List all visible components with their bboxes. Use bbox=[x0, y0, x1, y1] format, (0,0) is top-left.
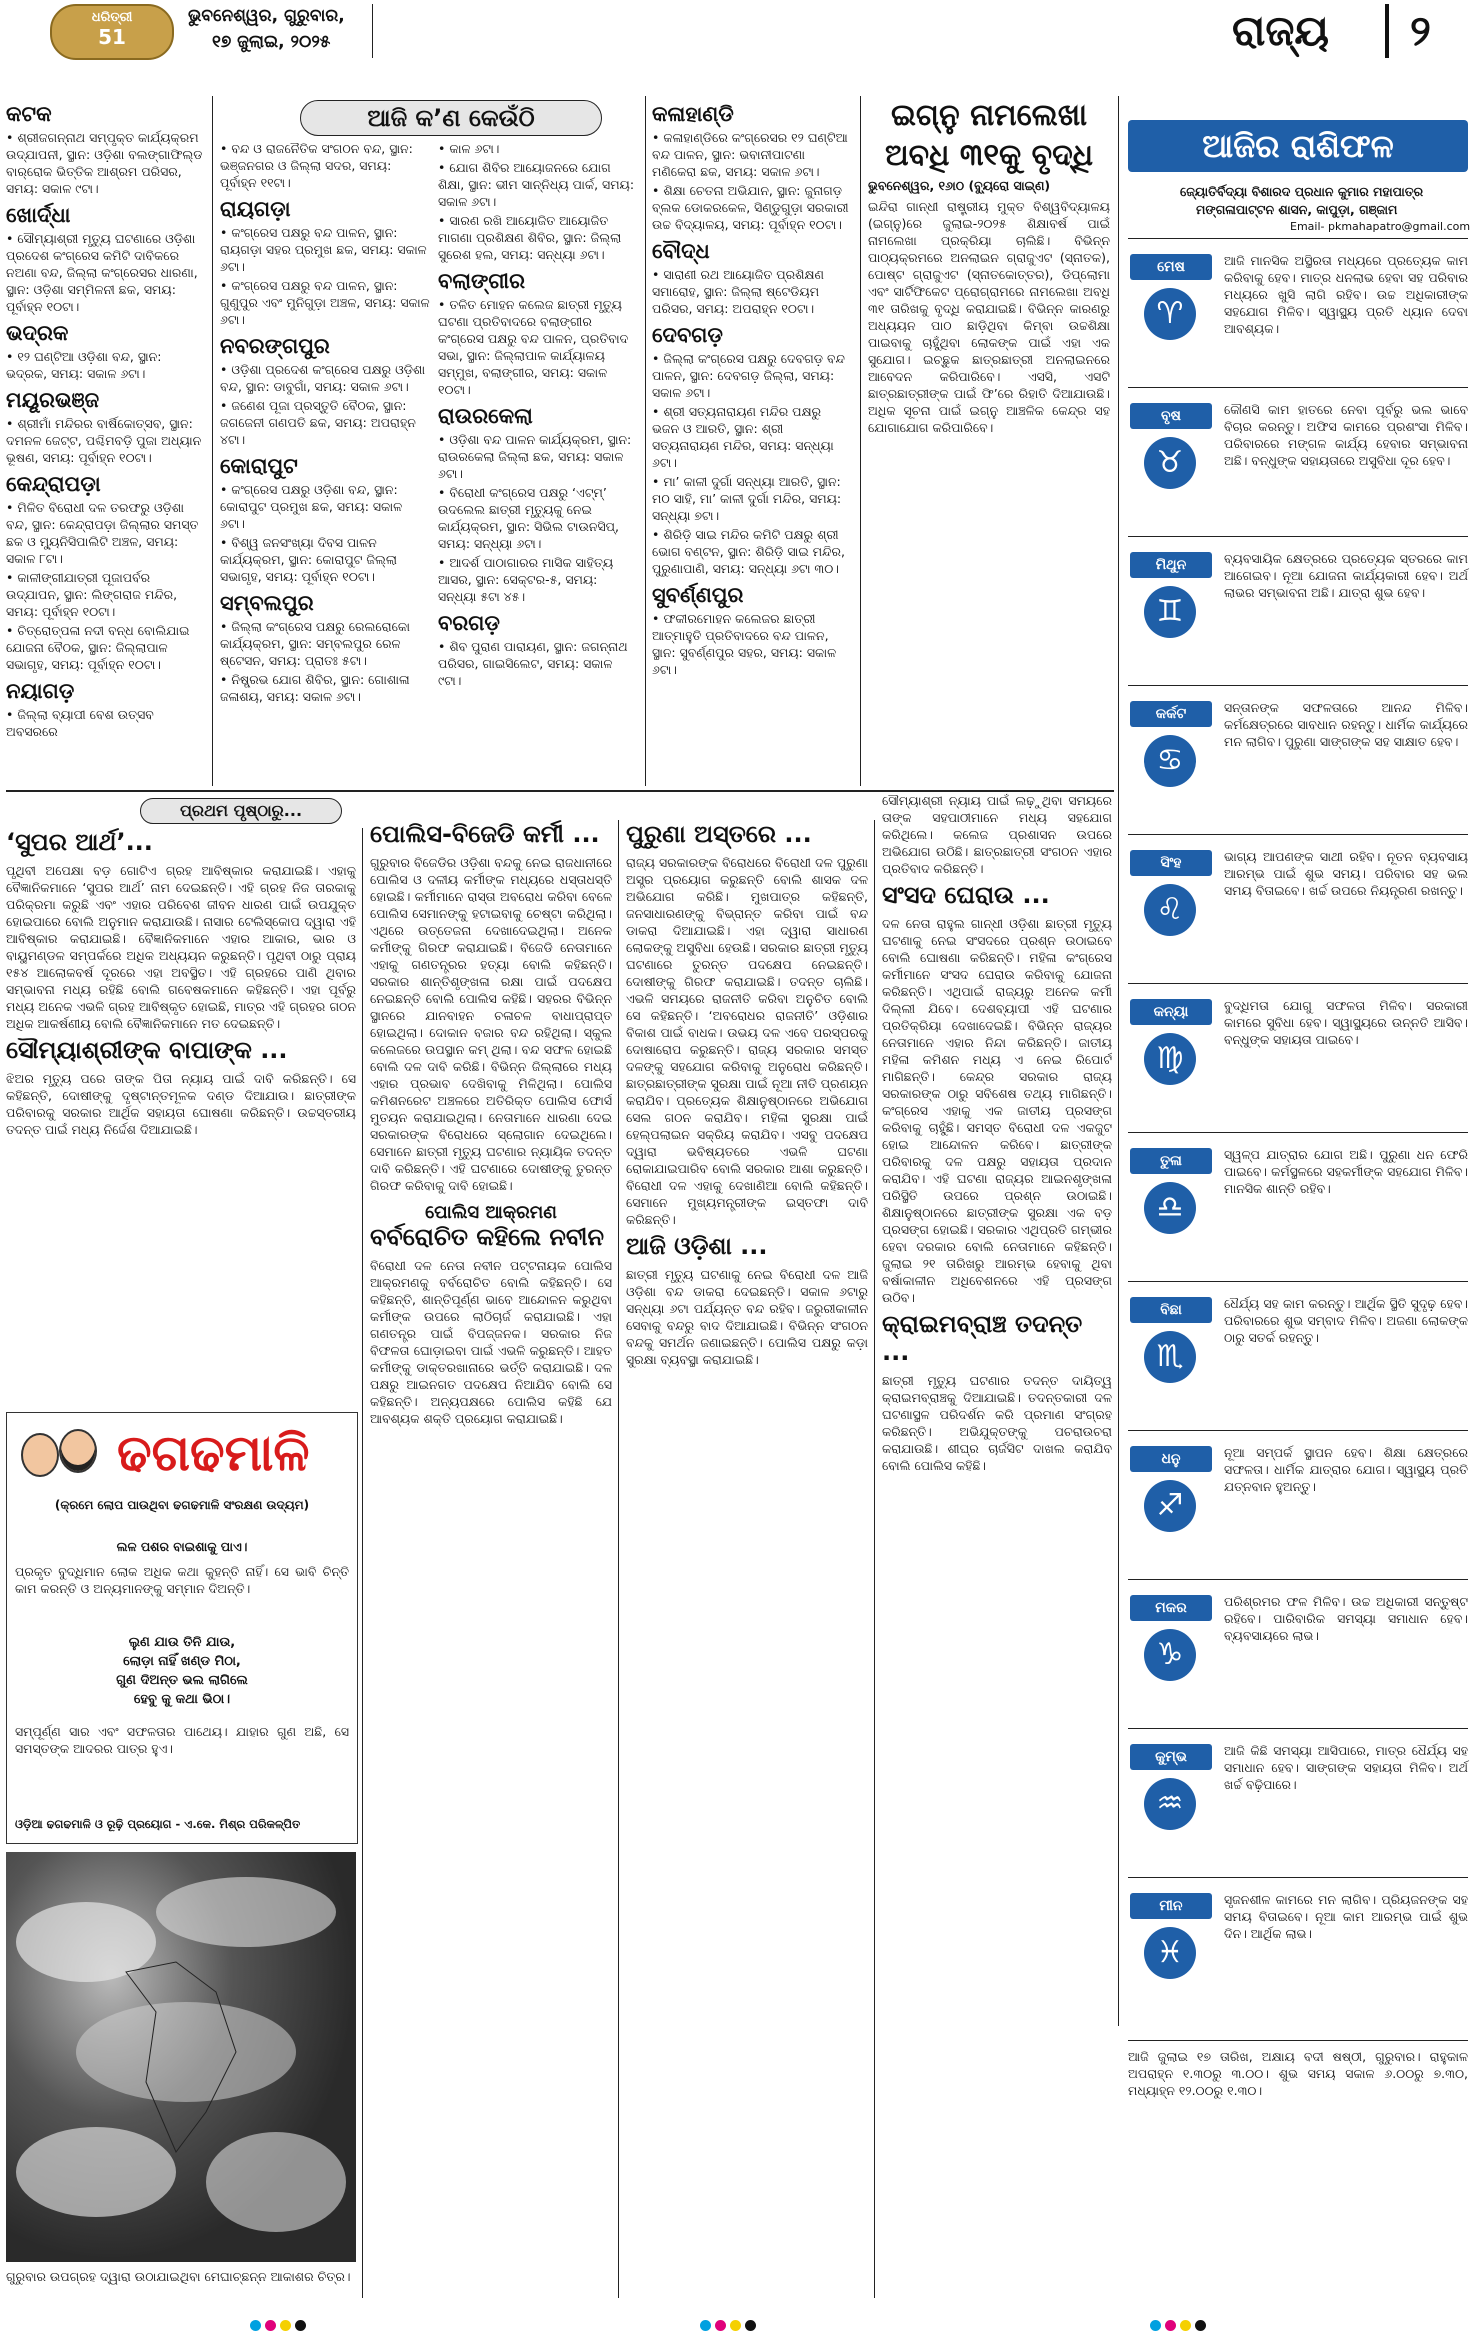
cartoon-subtitle: (କ୍ରମେ ଲୋପ ପାଉଥିବା ଢଗଢମାଳି ସଂରକ୍ଷଣ ଉଦ୍ୟମ) bbox=[54, 1498, 310, 1512]
event-item: • ଶ୍ରୀମାଁ ମନ୍ଦିରର ବାର୍ଷିକୋତ୍ସବ, ସ୍ଥାନ: ଦମନଳ ଜେଟ୍ଟ, ପଶ୍ଚିମବଡ଼ି ପୁଜା ଅଧ୍ୟାନ ଭୂଷଣ, ସମୟ: ପୂର୍ବାହ୍ନ ୧୦ଟା। bbox=[6, 415, 206, 466]
zodiac-4-icon: ♋ bbox=[1144, 735, 1196, 787]
rashi-divider bbox=[1128, 1728, 1468, 1729]
event-city-heading: ବୌଦ୍ଧ bbox=[652, 239, 710, 263]
rashi-text-8: ଧୈର୍ଯ୍ୟ ସହ କାମ କରନ୍ତୁ। ଆର୍ଥିକ ସ୍ଥିତି ସୁଦୃଢ଼ ହେବ। ପରିବାରରେ ଶୁଭ ସମ୍ବାଦ ମିଳିବ। ଅଜଣା ଲୋକଙ୍କ ଠାରୁ ସତର୍କ ରହନ୍ତୁ। bbox=[1224, 1296, 1468, 1345]
event-item: • ଫକୀରମୋହନ କଲେଜର ଛାତ୍ରୀ ଆତ୍ମାହୁତି ପ୍ରତିବାଦରେ ବନ୍ଦ ପାଳନ, ସ୍ଥାନ: ସୁବର୍ଣ୍ଣପୁର ସହର, ସମୟ: ସକାଳ ୬ଟା। bbox=[652, 610, 852, 678]
rashi-name-11: କୁମ୍ଭ bbox=[1130, 1744, 1212, 1770]
page-number: ୨ bbox=[1410, 6, 1431, 55]
article-body: ଦଳ ନେତା ରାହୁଲ ଗାନ୍ଧୀ ଓଡ଼ିଶା ଛାତ୍ରୀ ମୃତ୍ୟୁ ଘଟଣାକୁ ନେଇ ସଂସଦରେ ପ୍ରଶ୍ନ ଉଠାଇବେ ବୋଲି ଘୋଷଣା କରିଛନ୍ତି। ମହିଳା କଂଗ୍ରେସ କର୍ମୀମାନେ ସଂସଦ ଘେରାଉ କରିବାକୁ ଯୋଜନା କରିଛନ୍ତି। ଏଥିପାଇଁ ରାଜ୍ୟରୁ ଅନେକ କର୍ମୀ ଦିଲ୍ଲୀ ଯିବେ। ଦେଶବ୍ୟାପୀ ଏହି ଘଟଣାର ପ୍ରତିକ୍ରିୟା ଦେଖାଦେଇଛି। ବିଭିନ୍ନ ରାଜ୍ୟର ନେତାମାନେ ଏହାର ନିନ୍ଦା କରିଛନ୍ତି। ଜାତୀୟ ମହିଳା କମିଶନ ମଧ୍ୟ ଏ ନେଇ ରିପୋର୍ଟ ମାଗିଛନ୍ତି। କେନ୍ଦ୍ର ସରକାର ରାଜ୍ୟ ସରକାରଙ୍କ ଠାରୁ ସବିଶେଷ ତଥ୍ୟ ମାଗିଛନ୍ତି। କଂଗ୍ରେସ ଏହାକୁ ଏକ ଜାତୀୟ ପ୍ରସଙ୍ଗ କରିବାକୁ ଚାହୁଁଛି। ସମସ୍ତ ବିରୋଧୀ ଦଳ ଏକଜୁଟ ହୋଇ ଆନ୍ଦୋଳନ କରିବେ। ଛାତ୍ରୀଙ୍କ ପରିବାରକୁ ଦଳ ପକ୍ଷରୁ ସହାୟତା ପ୍ରଦାନ କରାଯିବ। ଏହି ଘଟଣା ରାଜ୍ୟର ଆଇନଶୃଙ୍ଖଳା ପରିସ୍ଥିତି ଉପରେ ପ୍ରଶ୍ନ ଉଠାଇଛି। ଶିକ୍ଷାନୁଷ୍ଠାନରେ ଛାତ୍ରୀଙ୍କ ସୁରକ୍ଷା ଏକ ବଡ଼ ପ୍ରସଙ୍ଗ ହୋଇଛି। ସରକାର ଏଥିପ୍ରତି ଗମ୍ଭୀର ହେବା ଦରକାର ବୋଲି ନେତାମାନେ କହିଛନ୍ତି। ଜୁଲାଇ ୨୧ ତାରିଖରୁ ଆରମ୍ଭ ହେବାକୁ ଥିବା ବର୍ଷାକାଳୀନ ଅଧିବେଶନରେ ଏହି ପ୍ରସଙ୍ଗ ଉଠିବ। bbox=[882, 916, 1112, 1305]
cartoon-figures bbox=[21, 1427, 101, 1489]
rashi-text-1: ଆଜି ମାନସିକ ଅସ୍ଥିରତା ମଧ୍ୟରେ ପ୍ରତ୍ୟେକ କାମ କରିବାକୁ ହେବ। ମାତ୍ର ଧନଲାଭ ହେବା ସହ ପରିବାର ମଧ୍ୟରେ ଖୁସି ଲାଗି ରହିବ। ଉଚ୍ଚ ଅଧିକାରୀଙ୍କ ସହଯୋଗ ମିଳିବ। ସ୍ୱାସ୍ଥ୍ୟ ପ୍ରତି ଧ୍ୟାନ ଦେବା ଆବଶ୍ୟକ। bbox=[1224, 253, 1468, 336]
cartoon-verse-4: ହେବୁ କୁ କଥା ଭିଠା। bbox=[133, 1692, 231, 1707]
rashi-divider bbox=[1128, 1877, 1468, 1878]
events-banner: ଆଜି କ’ଣ କେଉଁଠି bbox=[300, 100, 602, 136]
cartoon-title: ଢଗଢମାଳି bbox=[117, 1424, 310, 1482]
event-city-heading: ସମ୍ବଲପୁର bbox=[220, 591, 314, 615]
print-registration-dots-2 bbox=[700, 2316, 760, 2335]
rashi-divider bbox=[1128, 834, 1468, 835]
article-title: ସଂସଦ ଘେରାଉ ... bbox=[882, 881, 1050, 909]
article-body: ବିରୋଧୀ ଦଳ ନେତା ନବୀନ ପଟ୍ଟନାୟକ ପୋଲିସ ଆକ୍ରମଣକୁ ବର୍ବରୋଚିତ ବୋଲି କହିଛନ୍ତି। ସେ କହିଛନ୍ତି, ଶାନ୍ତିପୂର୍ଣ୍ଣ ଭାବେ ଆନ୍ଦୋଳନ କରୁଥିବା କର୍ମୀଙ୍କ ଉପରେ ଲାଠିଚାର୍ଜ କରାଯାଇଛି। ଏହା ଗଣତନ୍ତ୍ର ପାଇଁ ବିପଜ୍ଜନକ। ସରକାର ନିଜ ବିଫଳତା ଘୋଡ଼ାଇବା ପାଇଁ ଏଭଳି କରୁଛନ୍ତି। ଆହତ କର୍ମୀଙ୍କୁ ଡାକ୍ତରଖାନାରେ ଭର୍ତ୍ତି କରାଯାଇଛି। ଦଳ ପକ୍ଷରୁ ଆଇନଗତ ପଦକ୍ଷେପ ନିଆଯିବ ବୋଲି ସେ କହିଛନ୍ତି। ଅନ୍ୟପକ୍ଷରେ ପୋଲିସ କହିଛି ଯେ ଆବଶ୍ୟକ ଶକ୍ତି ପ୍ରୟୋଗ କରାଯାଇଛି। bbox=[370, 1258, 612, 1426]
rashi-name-10: ମକର bbox=[1130, 1595, 1212, 1621]
event-item: • ନିଷ୍ପ୍ରଭ ଯୋଗ ଶିବିର, ସ୍ଥାନ: ଗୋଶାଳା ଜଳାଶୟ, ସମୟ: ସକାଳ ୬ଟା। bbox=[220, 671, 430, 705]
rashi-text-12: ସୃଜନଶୀଳ କାମରେ ମନ ଲାଗିବ। ପ୍ରିୟଜନଙ୍କ ସହ ସମୟ ବିତାଇବେ। ନୂଆ କାମ ଆରମ୍ଭ ପାଇଁ ଶୁଭ ଦିନ। ଆର୍ଥିକ ଲାଭ। bbox=[1224, 1892, 1468, 1941]
event-item: • କଂଗ୍ରେସ ପକ୍ଷରୁ ଓଡ଼ିଶା ବନ୍ଦ, ସ୍ଥାନ: କୋରାପୁଟ ପ୍ରମୁଖ ଛକ, ସମୟ: ସକାଳ ୬ଟା। bbox=[220, 481, 430, 532]
rashi-divider bbox=[1128, 685, 1468, 686]
man-face-icon bbox=[21, 1433, 59, 1477]
rashi-name-1: ମେଷ bbox=[1130, 254, 1212, 280]
event-item: • ଜଣେଶ ପୂଜା ପ୍ରସ୍ତୁତି ବୈଠକ, ସ୍ଥାନ: ଜଗଜେନୀ ଗଣପତି ଛକ, ସମୟ: ଅପରାହ୍ନ ୪ଟା। bbox=[220, 397, 430, 448]
events-col-4 bbox=[652, 96, 852, 786]
satellite-clouds bbox=[6, 1852, 356, 2262]
cartoon-verse-1: ଲୁଣ ଯାଉ ତିନି ଯାଉ, bbox=[128, 1635, 236, 1650]
event-item: • ବିରୋଧୀ କଂଗ୍ରେସ ପକ୍ଷରୁ ‘ଏଟ୍‌ମ୍’ ଉଦଲେଲ ଛାତ୍ରୀ ମୃତ୍ୟୁକୁ ନେଇ କାର୍ଯ୍ୟକ୍ରମ, ସ୍ଥାନ: ସିଭିଲ ଟାଉନସିପ୍, ସମୟ: ସନ୍ଧ୍ୟା ୬ଟା। bbox=[438, 484, 638, 552]
front-page-banner: ପ୍ରଥମ ପୃଷ୍ଠାରୁ... bbox=[140, 798, 342, 824]
rashifal-byline-2: ମଙ୍ଗଳାପାଟ୍ଟନ ଶାସନ, କାପୁଡ଼ା, ଗଞ୍ଜାମ bbox=[1196, 202, 1398, 217]
place-date: ଭୁବନେଶ୍ୱର, ଗୁରୁବାର, bbox=[188, 6, 345, 26]
cartoon-verse-3: ଗୁଣ ଦିଅନ୍ତ ଭଲ ଲାଗିଲେ bbox=[116, 1673, 248, 1688]
rashi-name-4: କର୍କଟ bbox=[1130, 701, 1212, 727]
cartoon-body: ପ୍ରକୃତ ବୁଦ୍ଧିମାନ ଲୋକ ଅଧିକ କଥା କୁହନ୍ତି ନାହିଁ। ସେ ଭାବି ଚିନ୍ତି କାମ କରନ୍ତି ଓ ଅନ୍ୟମାନଙ୍କୁ ସମ୍ମାନ ଦିଅନ୍ତି। bbox=[15, 1564, 349, 1596]
article-body: ଛାତ୍ରୀ ମୃତ୍ୟୁ ଘଟଣାକୁ ନେଇ ବିରୋଧୀ ଦଳ ଆଜି ଓଡ଼ିଶା ବନ୍ଦ ଡାକରା ଦେଇଛନ୍ତି। ସକାଳ ୬ଟାରୁ ସନ୍ଧ୍ୟା ୬ଟା ପର୍ଯ୍ୟନ୍ତ ବନ୍ଦ ରହିବ। ଜରୁରୀକାଳୀନ ସେବାକୁ ବନ୍ଦରୁ ବାଦ ଦିଆଯାଇଛି। ବିଭିନ୍ନ ସଂଗଠନ ବନ୍ଦକୁ ସମର୍ଥନ ଜଣାଇଛନ୍ତି। ପୋଲିସ ପକ୍ଷରୁ କଡ଼ା ସୁରକ୍ଷା ବ୍ୟବସ୍ଥା କରାଯାଇଛି। bbox=[626, 1267, 868, 1367]
event-item: • କଳାହାଣ୍ଡିରେ କଂଗ୍ରେସର ୧୨ ଘଣ୍ଟିଆ ବନ୍ଦ ପାଳନ, ସ୍ଥାନ: ଭବାନୀପାଟଣା ମଣିକେରା ଛକ, ସମୟ: ସକାଳ ୬ଟା। bbox=[652, 129, 852, 180]
rashifal-footer: ଆଜି ଜୁଲାଇ ୧୭ ତାରିଖ, ଅକ୍ଷାୟ ବଦୀ ଷଷ୍ଠୀ, ଗୁରୁବାର। ରାହୁକାଳ ଅପରାହ୍ନ ୧.୩୦ରୁ ୩.୦୦। ଶୁଭ ସମୟ ସକାଳ ୬.୦୦ରୁ ୭.୩୦, ମଧ୍ୟାହ୍ନ ୧୨.୦୦ରୁ ୧.୩୦। bbox=[1128, 2049, 1468, 2098]
event-item: • ୧୨ ଘଣ୍ଟିଆ ଓଡ଼ିଶା ବନ୍ଦ, ସ୍ଥାନ: ଭଦ୍ରକ, ସମୟ: ସକାଳ ୬ଟା। bbox=[6, 348, 206, 382]
event-item: • ବିଶ୍ୱ ଜନସଂଖ୍ୟା ଦିବସ ପାଳନ କାର୍ଯ୍ୟକ୍ରମ, ସ୍ଥାନ: କୋରାପୁଟ ଜିଲ୍ଲା ସଭାଗୃହ, ସମୟ: ପୂର୍ବାହ୍ନ ୧୦ଟା। bbox=[220, 534, 430, 585]
ignou-article bbox=[868, 96, 1110, 786]
event-city-heading: ରାଉରକେଲା bbox=[438, 404, 533, 428]
zodiac-1-icon: ♈ bbox=[1144, 288, 1196, 340]
rashi-text-6: ବୁଦ୍ଧିମତା ଯୋଗୁ ସଫଳତା ମିଳିବ। ସରକାରୀ କାମରେ ସୁବିଧା ହେବ। ସ୍ୱାସ୍ଥ୍ୟରେ ଉନ୍ନତି ଆସିବ। ବନ୍ଧୁଙ୍କ ସହାୟତା ପାଇବେ। bbox=[1224, 998, 1468, 1047]
rashi-text-2: କୌଣସି କାମ ହାତରେ ନେବା ପୂର୍ବରୁ ଭଲ ଭାବେ ବିଚାର କରନ୍ତୁ। ଅଫିସ କାମରେ ପ୍ରଶଂସା ମିଳିବ। ପରିବାରରେ ମଙ୍ଗଳ କାର୍ଯ୍ୟ ହେବାର ସମ୍ଭାବନା ଅଛି। ବନ୍ଧୁଙ୍କ ସହାୟତାରେ ଅସୁବିଧା ଦୂର ହେବ। bbox=[1224, 402, 1468, 468]
zodiac-10-icon: ♑ bbox=[1144, 1629, 1196, 1681]
event-city-heading: ଭଦ୍ରକ bbox=[6, 321, 69, 345]
event-item: • କାଳ ୬ଟା। bbox=[438, 140, 638, 157]
event-city-heading: ବଲାଙ୍ଗୀର bbox=[438, 269, 525, 293]
event-item: • ମିଳିତ ବିରୋଧୀ ଦଳ ତରଫରୁ ଓଡ଼ିଶା ବନ୍ଦ, ସ୍ଥାନ: କେନ୍ଦ୍ରାପଡ଼ା ଜିଲ୍ଲାର ସମସ୍ତ ଛକ ଓ ମ୍ୟୁନିସିପାଲିଟି ଅଞ୍ଚଳ, ସମୟ: ସକାଳ ୮ଟା। bbox=[6, 499, 206, 567]
article-kicker: ପୋଲିସ ଆକ୍ରମଣ bbox=[425, 1202, 557, 1223]
article-body: ଛାତ୍ରୀ ମୃତ୍ୟୁ ଘଟଣାର ତଦନ୍ତ ଦାୟିତ୍ୱ କ୍ରାଇମବ୍ରାଞ୍ଚକୁ ଦିଆଯାଇଛି। ତଦନ୍ତକାରୀ ଦଳ ଘଟଣାସ୍ଥଳ ପରିଦର୍ଶନ କରି ପ୍ରମାଣ ସଂଗ୍ରହ କରିଛନ୍ତି। ଅଭିଯୁକ୍ତଙ୍କୁ ପଚରାଉଚରା କରାଯାଉଛି। ଶୀଘ୍ର ଚାର୍ଜସିଟ ଦାଖଲ କରାଯିବ ବୋଲି ପୋଲିସ କହିଛି। bbox=[882, 1373, 1112, 1473]
event-item: • ବନ୍ଦ ଓ ରାଜନୈତିକ ସଂଗଠନ ବନ୍ଦ, ସ୍ଥାନ: ଭଞ୍ଜନଗର ଓ ଜିଲ୍ଲା ସଦର, ସମୟ: ପୂର୍ବାହ୍ନ ୧୧ଟା। bbox=[220, 140, 430, 191]
event-city-heading: ମୟୂରଭଞ୍ଜ bbox=[6, 388, 100, 412]
events-col-3 bbox=[438, 140, 638, 786]
rashi-text-11: ଆଜି କିଛି ସମସ୍ୟା ଆସିପାରେ, ମାତ୍ର ଧୈର୍ଯ୍ୟ ସହ ସମାଧାନ ହେବ। ସାଙ୍ଗଙ୍କ ସହାୟତା ମିଳିବ। ଅର୍ଥ ଖର୍ଚ୍ଚ ବଢ଼ିପାରେ। bbox=[1224, 1743, 1468, 1792]
column-a bbox=[6, 828, 356, 1408]
event-city-heading: ସୁବର୍ଣ୍ଣପୁର bbox=[652, 583, 744, 607]
zodiac-9-icon: ♐ bbox=[1144, 1480, 1196, 1532]
rashi-divider bbox=[1128, 1281, 1468, 1282]
article-title: ପୁରୁଣା ଅସ୍ତରେ ... bbox=[626, 820, 812, 848]
rashi-divider bbox=[1128, 983, 1468, 984]
satellite-image bbox=[6, 1852, 356, 2262]
rashi-text-5: ଭାଗ୍ୟ ଆପଣଙ୍କ ସାଥୀ ରହିବ। ନୂତନ ବ୍ୟବସାୟ ଆରମ୍ଭ ପାଇଁ ଶୁଭ ସମୟ। ପରିବାର ସହ ଭଲ ସମୟ ବିତାଇବେ। ଖର୍ଚ୍ଚ ଉପରେ ନିୟନ୍ତ୍ରଣ ରଖନ୍ତୁ। bbox=[1224, 849, 1468, 898]
event-item: • ତଳିତ ମୋହନ କଲେଜ ଛାତ୍ରୀ ମୃତ୍ୟୁ ଘଟଣା ପ୍ରତିବାଦରେ ବଲାଙ୍ଗୀର କଂଗ୍ରେସ ପକ୍ଷରୁ ବନ୍ଦ ପାଳନ, ପ୍ରତିବାଦ ସଭା, ସ୍ଥାନ: ଜିଲ୍ଲାପାଳ କାର୍ଯ୍ୟାଳୟ ସମ୍ମୁଖ, ବଲାଙ୍ଗୀର, ସମୟ: ସକାଳ ୧୦ଟା। bbox=[438, 296, 638, 398]
logo-years: 51 bbox=[98, 25, 126, 49]
rashi-text-10: ପରିଶ୍ରମର ଫଳ ମିଳିବ। ଉଚ୍ଚ ଅଧିକାରୀ ସନ୍ତୁଷ୍ଟ ରହିବେ। ପାରିବାରିକ ସମସ୍ୟା ସମାଧାନ ହେବ। ବ୍ୟବସାୟରେ ଲାଭ। bbox=[1224, 1594, 1468, 1643]
event-item: • ସାରଣ ରଖି ଆୟୋଜିତ ଆୟୋଜିତ ମାଗଣା ପ୍ରଶିକ୍ଷଣ ଶିବିର, ସ୍ଥାନ: ଜିଲ୍ଲା ସୁରେଶ ହଲ, ସମୟ: ସନ୍ଧ୍ୟା ୬ଟା। bbox=[438, 212, 638, 263]
event-item: • ଆଦର୍ଶ ପାଠାଗାରର ମାସିକ ସାହିତ୍ୟ ଆସର, ସ୍ଥାନ: ସେକ୍ଟର-୫, ସମୟ: ସନ୍ଧ୍ୟା ୫ଟା ୪୫। bbox=[438, 554, 638, 605]
logo-text: ଧରିତ୍ରୀ bbox=[91, 10, 133, 25]
cartoon-verse-2: ଲୋଡ଼ା ନାହିଁ ଖଣ୍ଡ ମିଠା, bbox=[123, 1654, 241, 1669]
rashi-name-5: ସିଂହ bbox=[1130, 850, 1212, 876]
article-body: ରାଜ୍ୟ ସରକାରଙ୍କ ବିରୋଧରେ ବିରୋଧୀ ଦଳ ପୁରୁଣା ଅସ୍ତ୍ର ପ୍ରୟୋଗ କରୁଛନ୍ତି ବୋଲି ଶାସକ ଦଳ ଅଭିଯୋଗ କରିଛି। ମୁଖପାତ୍ର କହିଛନ୍ତି, ଜନସାଧାରଣଙ୍କୁ ବିଭ୍ରାନ୍ତ କରିବା ପାଇଁ ବନ୍ଦ ଡାକରା ଦିଆଯାଇଛି। ଏହା ଦ୍ୱାରା ସାଧାରଣ ଲୋକଙ୍କୁ ଅସୁବିଧା ହେଉଛି। ସରକାର ଛାତ୍ରୀ ମୃତ୍ୟୁ ଘଟଣାରେ ତୁରନ୍ତ ପଦକ୍ଷେପ ନେଇଛନ୍ତି। ଦୋଷୀଙ୍କୁ ଗିରଫ କରାଯାଇଛି। ତଦନ୍ତ ଚାଲିଛି। ଏଭଳି ସମୟରେ ରାଜନୀତି କରିବା ଅନୁଚିତ ବୋଲି ସେ କହିଛନ୍ତି। ‘ଅବରୋଧର ରାଜନୀତି’ ଓଡ଼ିଶାର ବିକାଶ ପାଇଁ ବାଧକ। ଉଭୟ ଦଳ ଏବେ ପରସ୍ପରକୁ ଦୋଷାରୋପ କରୁଛନ୍ତି। ରାଜ୍ୟ ସରକାର ସମସ୍ତ ଦଳଙ୍କୁ ସହଯୋଗ କରିବାକୁ ଅନୁରୋଧ କରିଛନ୍ତି। ଛାତ୍ରଛାତ୍ରୀଙ୍କ ସୁରକ୍ଷା ପାଇଁ ନୂଆ ନୀତି ପ୍ରଣୟନ କରାଯିବ। ପ୍ରତ୍ୟେକ ଶିକ୍ଷାନୁଷ୍ଠାନରେ ଅଭିଯୋଗ ସେଲ ଗଠନ କରାଯିବ। ମହିଳା ସୁରକ୍ଷା ପାଇଁ ହେଲ୍ପଲାଇନ ସକ୍ରିୟ କରାଯିବ। ଏସବୁ ପଦକ୍ଷେପ ଦ୍ୱାରା ଭବିଷ୍ୟତରେ ଏଭଳି ଘଟଣା ରୋକାଯାଇପାରିବ ବୋଲି ସରକାର ଆଶା କରୁଛନ୍ତି। ବିରୋଧୀ ଦଳ ଏହାକୁ ଦେଖାଣିଆ ବୋଲି କହିଛନ୍ତି। ସେମାନେ ମୁଖ୍ୟମନ୍ତ୍ରୀଙ୍କ ଇସ୍ତଫା ଦାବି କରିଛନ୍ତି। bbox=[626, 855, 868, 1227]
rashi-text-4: ସନ୍ତାନଙ୍କ ସଫଳତାରେ ଆନନ୍ଦ ମିଳିବ। କର୍ମକ୍ଷେତ୍ରରେ ସାବଧାନ ରହନ୍ତୁ। ଧାର୍ମିକ କାର୍ଯ୍ୟରେ ମନ ଲାଗିବ। ପୁରୁଣା ସାଙ୍ଗଙ୍କ ସହ ସାକ୍ଷାତ ହେବ। bbox=[1224, 700, 1468, 749]
zodiac-6-icon: ♍ bbox=[1144, 1033, 1196, 1085]
event-city-heading: କେନ୍ଦ୍ରାପଡ଼ା bbox=[6, 472, 101, 496]
zodiac-2-icon: ♉ bbox=[1144, 437, 1196, 489]
rashi-name-7: ତୁଳା bbox=[1130, 1148, 1212, 1174]
events-col-2 bbox=[220, 140, 430, 786]
column-d bbox=[882, 792, 1112, 2292]
column-c bbox=[626, 820, 868, 2290]
event-city-heading: ନବରଙ୍ଗପୁର bbox=[220, 334, 330, 358]
event-city-heading: କୋରାପୁଟ bbox=[220, 454, 298, 478]
logo-badge bbox=[50, 4, 174, 60]
article-title: ବର୍ବରୋଚିତ କହିଲେ ନବୀନ bbox=[370, 1223, 605, 1251]
date: ୧୭ ଜୁଲାଇ, ୨୦୨୫ bbox=[212, 32, 331, 52]
print-registration-dots bbox=[250, 2316, 310, 2335]
event-item: • ଜିଲ୍ଲା କଂଗ୍ରେସ ପକ୍ଷରୁ ରେଲରୋକୋ କାର୍ଯ୍ୟକ୍ରମ, ସ୍ଥାନ: ସମ୍ବଲପୁର ରେଳ ଷ୍ଟେସନ, ସମୟ: ପ୍ରାତଃ ୫ଟା। bbox=[220, 618, 430, 669]
event-city-heading: ଖୋର୍ଦ୍ଧା bbox=[6, 203, 71, 227]
rashifal-email: Email- pkmahapatro@gmail.com bbox=[1290, 220, 1471, 233]
event-item: • ଶ୍ରୀଜଗନ୍ନାଥ ସମ୍ପୃକ୍ତ କାର୍ଯ୍ୟକ୍ରମ ଉଦ୍ଯାପନୀ, ସ୍ଥାନ: ଓଡ଼ିଶା ବଲଙ୍ଗାଫିଲ୍ଡ ବାର୍‌ରୋକ ଭିତ୍ତିକ ଆଶ୍ରମ ପରିସର, ସମୟ: ସକାଳ ୯ଟା। bbox=[6, 129, 206, 197]
zodiac-11-icon: ♒ bbox=[1144, 1778, 1196, 1830]
event-item: • ମା’ କାଳୀ ଦୁର୍ଗା ସନ୍ଧ୍ୟା ଆରତି, ସ୍ଥାନ: ମଠ ସାହି, ମା’ କାଳୀ ଦୁର୍ଗା ମନ୍ଦିର, ସମୟ: ସନ୍ଧ୍ୟା ୭ଟା। bbox=[652, 473, 852, 524]
ignou-body: ଇନ୍ଦିରା ଗାନ୍ଧୀ ରାଷ୍ଟ୍ରୀୟ ମୁକ୍ତ ବିଶ୍ୱବିଦ୍ୟାଳୟ (ଇଗ୍ନୁ)ରେ ଜୁଲାଇ-୨୦୨୫ ଶିକ୍ଷାବର୍ଷ ପାଇଁ ନାମଲେଖା ପ୍ରକ୍ରିୟା ଚାଲିଛି। ବିଭିନ୍ନ ପାଠ୍ୟକ୍ରମରେ ଅନଲାଇନ ଗ୍ରାଜୁଏଟ (ସ୍ନାତକ), ପୋଷ୍ଟ ଗ୍ରାଜୁଏଟ (ସ୍ନାତକୋତ୍ତର), ଡିପ୍ଲୋମା ଏବଂ ସାର୍ଟିଫିକେଟ ପ୍ରୋଗ୍ରାମରେ ନାମଲେଖା ଅବଧି ୩୧ ତାରିଖକୁ ବୃଦ୍ଧି କରାଯାଇଛି। ବିଭିନ୍ନ କାରଣରୁ ଅଧ୍ୟୟନ ପାଠ ଛାଡ଼ିଥିବା କିମ୍ବା ଉଚ୍ଚଶିକ୍ଷା ପାଇବାକୁ ଚାହୁଁଥିବା ଲୋକଙ୍କ ପାଇଁ ଏହା ଏକ ସୁଯୋଗ। ଇଚ୍ଛୁକ ଛାତ୍ରଛାତ୍ରୀ ଅନଲାଇନରେ ଆବେଦନ କରିପାରିବେ। ଏସସି, ଏସଟି ଛାତ୍ରଛାତ୍ରୀଙ୍କ ପାଇଁ ଫି’ରେ ରିହାତି ଦିଆଯାଉଛି। ଅଧିକ ସୂଚନା ପାଇଁ ଇଗ୍ନୁ ଆଞ୍ଚଳିକ କେନ୍ଦ୍ର ସହ ଯୋଗାଯୋଗ କରିପାରିବେ। bbox=[868, 199, 1110, 435]
event-item: • ଯୋଗ ଶିବିର ଆୟୋଜନରେ ଯୋଗ ଶିକ୍ଷା, ସ୍ଥାନ: ଭୀମ ସାନ୍ନିଧ୍ୟ ପାର୍କ, ସମୟ: ସକାଳ ୬ଟା। bbox=[438, 159, 638, 210]
event-city-heading: ବରଗଡ଼ bbox=[438, 611, 500, 635]
event-city-heading: ଦେବଗଡ଼ bbox=[652, 323, 723, 347]
rashi-name-2: ବୃଷ bbox=[1130, 403, 1212, 429]
rashi-divider bbox=[1128, 536, 1468, 537]
event-item: • ଜିଲ୍ଲା ବ୍ୟାପୀ ବେଶ ଉତ୍ସବ ଅବସରରେ bbox=[6, 706, 206, 740]
rashifal-list bbox=[1128, 244, 1473, 2044]
event-item: • ଶିରିଡ଼ି ସାଇ ମନ୍ଦିର କମିଟି ପକ୍ଷରୁ ଶ୍ରୀ ଭୋଗ ବଣ୍ଟନ, ସ୍ଥାନ: ଶିରିଡ଼ି ସାଇ ମନ୍ଦିର, ପୁରୁଣାପାଣି, ସମୟ: ସନ୍ଧ୍ୟା ୬ଟା ୩୦। bbox=[652, 526, 852, 577]
cartoon-line-1: ଲଳ ପଶର ବାଇଶାକୁ ପାଏ। bbox=[116, 1539, 248, 1554]
zodiac-7-icon: ♎ bbox=[1144, 1182, 1196, 1234]
article-title: ‘ସୁପର ଆର୍ଥ’... bbox=[6, 828, 153, 856]
woman-face-icon bbox=[59, 1429, 97, 1473]
column-b bbox=[370, 820, 612, 2290]
event-item: • ସୌମ୍ୟାଶ୍ରୀ ମୃତ୍ୟୁ ଘଟଣାରେ ଓଡ଼ିଶା ପ୍ରଦେଶ କଂଗ୍ରେସ କମିଟି ଦାବିକରେ ନଅଣା ବନ୍ଦ, ଜିଲ୍ଲା କଂଗ୍ରେସର ଧାରଣା, ସ୍ଥାନ: ଓଡ଼ିଶା ସମ୍ମିଳନୀ ଛକ, ସମୟ: ପୂର୍ବାହ୍ନ ୧୦ଟା। bbox=[6, 230, 206, 315]
event-item: • ଶିକ୍ଷା ଚେତନା ଅଭିଯାନ, ସ୍ଥାନ: ଜୁନାଗଡ଼ ବ୍ଲକ ଡୋକରକେଳ, ସିଣ୍ଡୁଗୁଡ଼ା ସରକାରୀ ଉଚ୍ଚ ବିଦ୍ୟାଳୟ, ସମୟ: ପୂର୍ବାହ୍ନ ୧୦ଟା। bbox=[652, 182, 852, 233]
rashi-divider bbox=[1128, 1132, 1468, 1133]
article-body: ପୃଥିବୀ ଅପେକ୍ଷା ବଡ଼ ଗୋଟିଏ ଗ୍ରହ ଆବିଷ୍କାର କରାଯାଇଛି। ଏହାକୁ ବୈଜ୍ଞାନିକମାନେ ‘ସୁପର ଆର୍ଥ’ ନାମ ଦେଇଛନ୍ତି। ଏହି ଗ୍ରହ ନିଜ ତାରକାକୁ ପରିକ୍ରମା କରୁଛି ଏବଂ ଏହାର ପରିବେଶ ଜୀବନ ଧାରଣ ପାଇଁ ଉପଯୁକ୍ତ ହୋଇପାରେ ବୋଲି ଅନୁମାନ କରାଯାଉଛି। ନାସାର ଟେଲିସ୍କୋପ ଦ୍ୱାରା ଏହି ଆବିଷ୍କାର କରାଯାଇଛି। ବୈଜ୍ଞାନିକମାନେ ଏହାର ଆକାର, ଭାର ଓ ବାୟୁମଣ୍ଡଳ ସମ୍ପର୍କରେ ଅଧିକ ଅଧ୍ୟୟନ କରୁଛନ୍ତି। ପୃଥିବୀ ଠାରୁ ପ୍ରାୟ ୧୫୪ ଆଲୋକବର୍ଷ ଦୂରରେ ଏହା ଅବସ୍ଥିତ। ଏହି ଗ୍ରହରେ ପାଣି ଥିବାର ସମ୍ଭାବନା ମଧ୍ୟ ରହିଛି ବୋଲି ଗବେଷକମାନେ କହିଛନ୍ତି। ଏହା ପୂର୍ବରୁ ମଧ୍ୟ ଅନେକ ଏଭଳି ଗ୍ରହ ଆବିଷ୍କୃତ ହୋଇଛି, ମାତ୍ର ଏହି ଗ୍ରହର ଗଠନ ଅଧିକ ଆକର୍ଷଣୀୟ ବୋଲି ବୈଜ୍ଞାନିକମାନେ ମତ ଦେଇଛନ୍ତି। bbox=[6, 863, 356, 1031]
rashi-name-12: ମୀନ bbox=[1130, 1893, 1212, 1919]
print-registration-dots-3 bbox=[1150, 2316, 1210, 2335]
ignou-dateline: ଭୁବନେଶ୍ୱର, ୧୬ାଠ (ବ୍ୟୁରୋ ସାଇ୍ଣ) bbox=[868, 178, 1051, 193]
event-item: • ଶ୍ରୀ ସତ୍ୟନାରାୟଣ ମନ୍ଦିର ପକ୍ଷରୁ ଭଜନ ଓ ଆରତି, ସ୍ଥାନ: ଶ୍ରୀ ସତ୍ୟନାରାୟଣ ମନ୍ଦିର, ସମୟ: ସନ୍ଧ୍ୟା ୬ଟା। bbox=[652, 403, 852, 471]
event-item: • ଓଡ଼ିଶା ପ୍ରଦେଶ କଂଗ୍ରେସ ପକ୍ଷରୁ ଓଡ଼ିଶା ବନ୍ଦ, ସ୍ଥାନ: ଡାବୁଗାଁ, ସମୟ: ସକାଳ ୬ଟା। bbox=[220, 361, 430, 395]
rashi-name-3: ମିଥୁନ bbox=[1130, 552, 1212, 578]
event-city-heading: ନୟାଗଡ଼ bbox=[6, 679, 75, 703]
event-item: • ଜିଲ୍ଲା କଂଗ୍ରେସ ପକ୍ଷରୁ ଦେବଗଡ଼ ବନ୍ଦ ପାଳନ, ସ୍ଥାନ: ଦେବଗଡ଼ ଜିଲ୍ଲା, ସମୟ: ସକାଳ ୬ଟା। bbox=[652, 350, 852, 401]
rashi-text-3: ବ୍ୟବସାୟିକ କ୍ଷେତ୍ରରେ ପ୍ରତ୍ୟେକ ସ୍ତରରେ କାମ ଆଗେଇବ। ନୂଆ ଯୋଜନା କାର୍ଯ୍ୟକାରୀ ହେବ। ଅର୍ଥ ଲାଭର ସମ୍ଭାବନା ଅଛି। ଯାତ୍ରା ଶୁଭ ହେବ। bbox=[1224, 551, 1468, 600]
article-title: ଆଜି ଓଡ଼ିଶା ... bbox=[626, 1232, 768, 1260]
event-item: • ଶିବ ପୁରାଣ ପାରାୟଣ, ସ୍ଥାନ: ଜଗନ୍ନାଥ ପରିସର, ଗାଇସିଲେଟ, ସମୟ: ସକାଳ ୯ଟା। bbox=[438, 638, 638, 689]
events-col-1 bbox=[6, 96, 206, 786]
rashi-name-6: କନ୍ୟା bbox=[1130, 999, 1212, 1025]
event-item: • କଂଗ୍ରେସ ପକ୍ଷରୁ ବନ୍ଦ ପାଳନ, ସ୍ଥାନ: ଗୁଣୁପୁର ଏବଂ ମୁନିଗୁଡ଼ା ଅଞ୍ଚଳ, ସମୟ: ସକାଳ ୬ଟା। bbox=[220, 277, 430, 328]
article-title: ପୋଲିସ-ବିଜେଡି କର୍ମୀ ... bbox=[370, 820, 600, 848]
rashi-text-9: ନୂଆ ସମ୍ପର୍କ ସ୍ଥାପନ ହେବ। ଶିକ୍ଷା କ୍ଷେତ୍ରରେ ସଫଳତା। ଧାର୍ମିକ ଯାତ୍ରାର ଯୋଗ। ସ୍ୱାସ୍ଥ୍ୟ ପ୍ରତି ଯତ୍ନବାନ ହୁଅନ୍ତୁ। bbox=[1224, 1445, 1468, 1494]
cartoon-credit: ଓଡ଼ିଆ ଢଗଢମାଳି ଓ ରୂଢ଼ି ପ୍ରୟୋଗ - ଏ.କେ. ମିଶ୍ର ପରିକଳ୍ପିତ bbox=[15, 1817, 301, 1831]
event-item: • କାଳୀଙ୍ଗୀଯାତ୍ରୀ ପୂଜାପର୍ବର ଉଦ୍‌ଯାପନ, ସ୍ଥାନ: ଲିଙ୍ଗରାଜ ମନ୍ଦିର, ସମୟ: ପୂର୍ବାହ୍ନ ୧୦ଟା। bbox=[6, 569, 206, 620]
satellite-caption: ଗୁରୁବାର ଉପଗ୍ରହ ଦ୍ୱାରା ଉଠାଯାଇଥିବା ମେଘାଚ୍ଛନ୍ନ ଆକାଶର ଚିତ୍ର। bbox=[6, 2269, 351, 2284]
zodiac-3-icon: ♊ bbox=[1144, 586, 1196, 638]
event-city-heading: ରାୟଗଡ଼ା bbox=[220, 197, 291, 221]
rashi-name-9: ଧନୁ bbox=[1130, 1446, 1212, 1472]
zodiac-5-icon: ♌ bbox=[1144, 884, 1196, 936]
rashi-divider bbox=[1128, 387, 1468, 388]
masthead bbox=[0, 0, 1477, 62]
cartoon-body-2: ସମ୍ପୂର୍ଣ୍ଣ ସାର ଏବଂ ସଫଳତାର ପାଥେୟ। ଯାହାର ଗୁଣ ଅଛି, ସେ ସମସ୍ତଙ୍କ ଆଦରର ପାତ୍ର ହୁଏ। bbox=[15, 1724, 349, 1756]
rashi-text-7: ସ୍ୱଳ୍ପ ଯାତ୍ରାର ଯୋଗ ଅଛି। ପୁରୁଣା ଧନ ଫେରି ପାଇବେ। କର୍ମସ୍ଥଳରେ ସହକର୍ମୀଙ୍କ ସହଯୋଗ ମିଳିବ। ମାନସିକ ଶାନ୍ତି ରହିବ। bbox=[1224, 1147, 1468, 1196]
event-item: • କଂଗ୍ରେସ ପକ୍ଷରୁ ବନ୍ଦ ପାଳନ, ସ୍ଥାନ: ରାୟଗଡ଼ା ସହର ପ୍ରମୁଖ ଛକ, ସମୟ: ସକାଳ ୬ଟା। bbox=[220, 224, 430, 275]
rashi-name-8: ବିଛା bbox=[1130, 1297, 1212, 1323]
section-name: ରାଜ୍ୟ bbox=[1232, 6, 1330, 55]
article-body: ଝିଅର ମୃତ୍ୟୁ ପରେ ତାଙ୍କ ପିତା ନ୍ୟାୟ ପାଇଁ ଦାବି କରିଛନ୍ତି। ସେ କହିଛନ୍ତି, ଦୋଷୀଙ୍କୁ ଦୃଷ୍ଟାନ୍ତମୂଳକ ଦଣ୍ଡ ଦିଆଯାଉ। ଛାତ୍ରୀଙ୍କ ପରିବାରକୁ ସରକାର ଆର୍ଥିକ ସହାୟତା ଘୋଷଣା କରିଛନ୍ତି। ଉଚ୍ଚସ୍ତରୀୟ ତଦନ୍ତ ପାଇଁ ମଧ୍ୟ ନିର୍ଦ୍ଦେଶ ଦିଆଯାଇଛି। bbox=[6, 1071, 356, 1137]
article-body: ସୌମ୍ୟାଶ୍ରୀ ନ୍ୟାୟ ପାଇଁ ଲଢ଼ୁଥିବା ସମୟରେ ତାଙ୍କ ସହପାଠୀମାନେ ମଧ୍ୟ ସହଯୋଗ କରିଥିଲେ। କଲେଜ ପ୍ରଶାସନ ଉପରେ ଅଭିଯୋଗ ଉଠିଛି। ଛାତ୍ରଛାତ୍ରୀ ସଂଗଠନ ଏହାର ପ୍ରତିବାଦ କରିଛନ୍ତି। bbox=[882, 793, 1112, 876]
rashi-divider bbox=[1128, 1430, 1468, 1431]
rashifal-title: ଆଜିର ରାଶିଫଳ bbox=[1202, 127, 1394, 165]
cartoon-box bbox=[6, 1412, 358, 1844]
article-body: ଗୁରୁବାର ବିଜେଡିର ଓଡ଼ିଶା ବନ୍ଦକୁ ନେଇ ରାଜଧାନୀରେ ପୋଲିସ ଓ ଦଳୀୟ କର୍ମୀଙ୍କ ମଧ୍ୟରେ ଧସ୍ତାଧସ୍ତି ହୋଇଛି। କର୍ମୀମାନେ ରାସ୍ତା ଅବରୋଧ କରିବା ବେଳେ ପୋଲିସ ସେମାନଙ୍କୁ ହଟାଇବାକୁ ଚେଷ୍ଟା କରିଥିଲା। ଏଥିରେ ଉତ୍ତେଜନା ଦେଖାଦେଇଥିଲା। ଅନେକ କର୍ମୀଙ୍କୁ ଗିରଫ କରାଯାଇଛି। ବିଜେଡି ନେତାମାନେ ଏହାକୁ ଗଣତନ୍ତ୍ରର ହତ୍ୟା ବୋଲି କହିଛନ୍ତି। ସରକାର ଶାନ୍ତିଶୃଙ୍ଖଳା ରକ୍ଷା ପାଇଁ ପଦକ୍ଷେପ ନେଇଛନ୍ତି ବୋଲି ପୋଲିସ କହିଛି। ସହରର ବିଭିନ୍ନ ସ୍ଥାନରେ ଯାନବାହନ ଚଳାଚଳ ବାଧାପ୍ରାପ୍ତ ହୋଇଥିଲା। ଦୋକାନ ବଜାର ବନ୍ଦ ରହିଥିଲା। ସ୍କୁଲ କଲେଜରେ ଉପସ୍ଥାନ କମ୍ ଥିଲା। ବନ୍ଦ ସଫଳ ହୋଇଛି ବୋଲି ଦଳ ଦାବି କରିଛି। ବିଭିନ୍ନ ଜିଲ୍ଲାରେ ମଧ୍ୟ ଏହାର ପ୍ରଭାବ ଦେଖିବାକୁ ମିଳିଥିଲା। ପୋଲିସ କମିଶନରେଟ ଅଞ୍ଚଳରେ ଅତିରିକ୍ତ ପୋଲିସ ଫୋର୍ସ ମୁତୟନ କରାଯାଇଥିଲା। ନେତାମାନେ ଧାରଣା ଦେଇ ସରକାରଙ୍କ ବିରୋଧରେ ସ୍ଲୋଗାନ ଦେଇଥିଲେ। ସେମାନେ ଛାତ୍ରୀ ମୃତ୍ୟୁ ଘଟଣାର ନ୍ୟାୟିକ ତଦନ୍ତ ଦାବି କରିଛନ୍ତି। ଏହି ଘଟଣାରେ ଦୋଷୀଙ୍କୁ ତୁରନ୍ତ ଗିରଫ କରିବାକୁ ଦାବି ହୋଇଛି। bbox=[370, 855, 612, 1193]
article-title: ସୌମ୍ୟାଶ୍ରୀଙ୍କ ବାପାଙ୍କ ... bbox=[6, 1036, 288, 1064]
event-city-heading: କଟକ bbox=[6, 102, 52, 126]
zodiac-12-icon: ♓ bbox=[1144, 1927, 1196, 1979]
zodiac-8-icon: ♏ bbox=[1144, 1331, 1196, 1383]
ignou-title-2: ଅବଧି ୩୧କୁ ବୃଦ୍ଧି bbox=[884, 138, 1094, 173]
event-city-heading: କଳାହାଣ୍ଡି bbox=[652, 102, 734, 126]
event-item: • ଚିତ୍ରୋତ୍ପଳା ନଦୀ ବନ୍ଧ ବୋଲିଯାଇ ଯୋଜନା ବୈଠକ, ସ୍ଥାନ: ଜିଲ୍ଲାପାଳ ସଭାଗୃହ, ସମୟ: ପୂର୍ବାହ୍ନ ୧୦ଟା। bbox=[6, 622, 206, 673]
rashi-divider bbox=[1128, 1579, 1468, 1580]
rashifal-byline-1: ଜ୍ୟୋତିର୍ବିଦ୍ୟା ବିଶାରଦ ପ୍ରଧାନ କୁମାର ମହାପାତ୍ର bbox=[1180, 184, 1424, 199]
rashifal-header bbox=[1128, 120, 1468, 172]
article-title: କ୍ରାଇମବ୍ରାଞ୍ଚ ତଦନ୍ତ ... bbox=[882, 1310, 1083, 1366]
event-item: • ଓଡ଼ିଶା ବନ୍ଦ ପାଳନ କାର୍ଯ୍ୟକ୍ରମ, ସ୍ଥାନ: ରାଉରକେଲା ଜିଲ୍ଲା ଛକ, ସମୟ: ସକାଳ ୬ଟା। bbox=[438, 431, 638, 482]
ignou-title-1: ଇଗ୍ନୁ ନାମଲେଖା bbox=[890, 98, 1088, 133]
event-item: • ସାରାଣୀ ରଥ ଆୟୋଜିତ ପ୍ରଶିକ୍ଷଣ ସମାରୋହ, ସ୍ଥାନ: ଜିଲ୍ଲା ଷ୍ଟେଡିୟମ ପରିସର, ସମୟ: ଅପରାହ୍ନ ୧୦ଟା। bbox=[652, 266, 852, 317]
